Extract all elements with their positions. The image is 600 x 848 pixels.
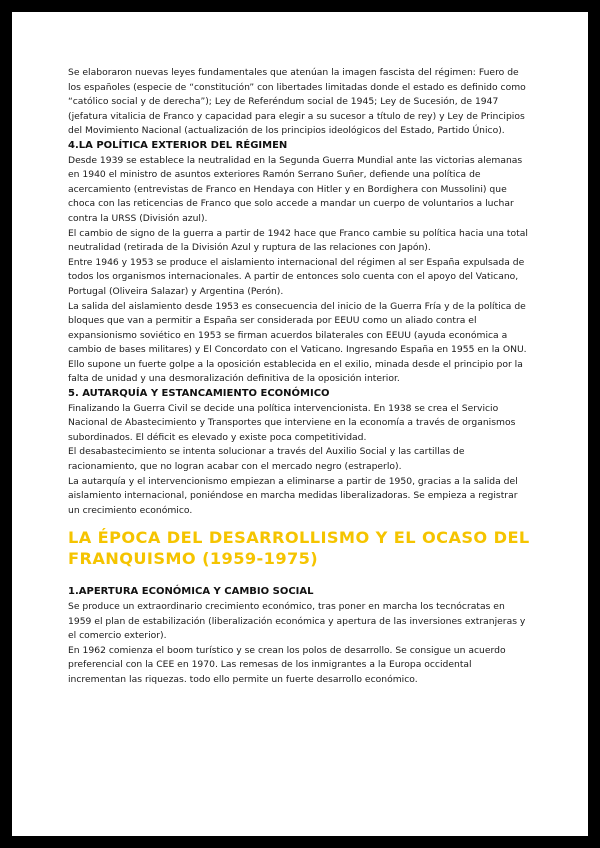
paragraph: Entre 1946 y 1953 se produce el aislamiento internacional del régimen al ser España expulsada de todos los organismos internacionales. A partir de entonces solo cuenta con el apoyo del Vaticano, Portugal (Oliveira Salazar) y Argentina (Perón). — [68, 256, 525, 297]
chapter-title: LA ÉPOCA DEL DESARROLLISMO Y EL OCASO DEL FRANQUISMO (1959-1975) — [68, 528, 530, 568]
paragraph: Finalizando la Guerra Civil se decide una política intervencionista. En 1938 se crea el Servicio Nacional de Abastecimiento y Transportes que interviene en la economía a través de organismos subordinados. El déficit es elevado y existe poca competitividad. — [68, 402, 516, 443]
paragraph: El cambio de signo de la guerra a partir de 1942 hace que Franco cambie su política hacia una total neutralidad (retirada de la División Azul y ruptura de las relaciones con Japón). — [68, 227, 528, 254]
paragraph: La salida del aislamiento desde 1953 es consecuencia del inicio de la Guerra Fría y de la política de bloques que van a permitir a España ser considerada por EEUU como un aliado contra el expansionismo soviético en 1953 se firman acuerdos bilaterales con EEUU (ayuda económica a cambio de bases militares) y El Concordato con el Vaticano. Ingresando España en 1955 en la ONU. Ello supone un fuerte golpe a la oposición establecida en el exilio, minada desde el principio por la falta de unidad y una desmoralización definitiva de la oposición interior. — [68, 300, 527, 385]
paragraph: El desabastecimiento se intenta solucionar a través del Auxilio Social y las cartillas de racionamiento, que no logran acabar con el mercado negro (estraperlo). — [68, 446, 465, 473]
paragraph: En 1962 comienza el boom turístico y se crean los polos de desarrollo. Se consigue un acuerdo preferencial con la CEE en 1970. Las remesas de los inmigrantes a la Europa occidental incrementan las riquezas. todo ello permite un fuerte desarrollo económico. — [68, 644, 506, 685]
section-heading-autarky: 5. AUTARQUÍA Y ESTANCAMIENTO ECONÓMICO — [68, 388, 330, 400]
section-heading-economic-opening: 1.APERTURA ECONÓMICA Y CAMBIO SOCIAL — [68, 586, 314, 598]
section-heading-foreign-policy: 4.LA POLÍTICA EXTERIOR DEL RÉGIMEN — [68, 139, 288, 151]
document-body — [68, 66, 530, 688]
paragraph: La autarquía y el intervencionismo empiezan a eliminarse a partir de 1950, gracias a la salida del aislamiento internacional, poniéndose en marcha medidas liberalizadoras. Se empieza a registrar un crecimiento económico. — [68, 475, 518, 516]
intro-paragraph: Se elaboraron nuevas leyes fundamentales que atenúan la imagen fascista del régimen: Fuero de los españoles (especie de “constitución” con libertades limitadas donde el estado es definido como “católico social y de derecha”); Ley de Referéndum social de 1945; Ley de Sucesión, de 1947 (jefatura vitalicia de Franco y capacidad para elegir a su sucesor a título de rey) y Ley de Principios del Movimiento Nacional (actualización de los principios ideológicos del Estado, Partido Único). — [68, 67, 526, 137]
paragraph: Se produce un extraordinario crecimiento económico, tras poner en marcha los tecnócratas en 1959 el plan de estabilización (liberalización económica y apertura de las inversiones extranjeras y el comercio exterior). — [68, 601, 526, 642]
document-page — [12, 12, 588, 836]
paragraph: Desde 1939 se establece la neutralidad en la Segunda Guerra Mundial ante las victorias alemanas en 1940 el ministro de asuntos exteriores Ramón Serrano Suñer, defiende una política de acercamiento (entrevistas de Franco en Hendaya con Hitler y en Bordighera con Mussolini) que choca con las reticencias de Franco que solo accede a mandar un cuerpo de voluntarios a luchar contra la URSS (División azul). — [68, 154, 523, 224]
